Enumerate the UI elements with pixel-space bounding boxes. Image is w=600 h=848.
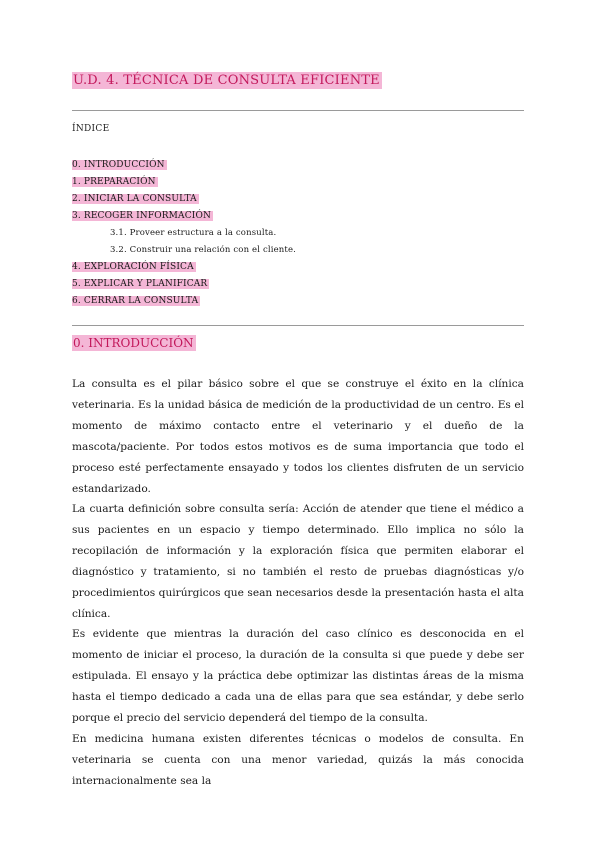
toc-item-label: 6. CERRAR LA CONSULTA — [72, 296, 199, 306]
toc-item[interactable] — [72, 260, 524, 277]
toc-item-label: 4. EXPLORACIÓN FÍSICA — [72, 262, 194, 272]
toc-item-label: 5. EXPLICAR Y PLANIFICAR — [72, 279, 208, 289]
paragraph — [72, 499, 524, 625]
paragraph-text: La cuarta definición sobre consulta sería: Acción de atender que tiene el médico a sus pacientes en un espacio y tiempo determinado. Ello implica no sólo la recopilación de información y la exploración física que permiten elaborar el diagnóstico y tratamiento, si no también el resto de pruebas diagnósticas y/o procedimientos quirúrgicos que sean necesarios desde la presentación hasta el alta clínica. — [72, 503, 524, 620]
toc-item[interactable] — [72, 277, 524, 294]
toc-subitem-label: 3.1. Proveer estructura a la consulta. — [110, 228, 277, 238]
toc-item[interactable] — [72, 209, 524, 226]
paragraph-text: La consulta es el pilar básico sobre el que se construye el éxito en la clínica veterinaria. Es la unidad básica de medición de la productividad de un centro. Es el momento de máximo contacto entre el veterinario y el dueño de la mascota/paciente. Por todos estos motivos es de suma importancia que todo el proceso esté perfectamente ensayado y todos los clientes disfruten de un servicio estandarizado. — [72, 378, 524, 495]
table-of-contents — [72, 158, 524, 311]
toc-item[interactable] — [72, 192, 524, 209]
paragraph — [72, 624, 524, 729]
toc-item[interactable] — [72, 175, 524, 192]
toc-item-label: 2. INICIAR LA CONSULTA — [72, 194, 197, 204]
toc-subitem-label: 3.2. Construir una relación con el cliente. — [110, 245, 296, 255]
toc-subitem[interactable] — [72, 243, 524, 260]
toc-item[interactable] — [72, 294, 524, 311]
paragraph-text: En medicina humana existen diferentes técnicas o modelos de consulta. En veterinaria se cuenta con una menor variedad, quizás la más conocida internacionalmente sea la — [72, 733, 524, 787]
section-title: 0. INTRODUCCIÓN — [73, 336, 194, 350]
toc-subitem[interactable] — [72, 226, 524, 243]
paragraph — [72, 729, 524, 792]
toc-item[interactable] — [72, 158, 524, 175]
toc-item-label: 0. INTRODUCCIÓN — [72, 160, 165, 170]
index-heading: ÍNDICE — [72, 124, 110, 134]
paragraph-text: Es evidente que mientras la duración del caso clínico es desconocida en el momento de iniciar el proceso, la duración de la consulta si que puede y debe ser estipulada. El ensayo y la práctica debe optimizar las distintas áreas de la misma hasta el tiempo dedicado a cada una de ellas para que sea estándar, y debe serlo porque el precio del servicio dependerá del tiempo de la consulta. — [72, 628, 524, 724]
toc-item-label: 1. PREPARACIÓN — [72, 177, 156, 187]
divider-bottom — [72, 325, 524, 326]
document-title: U.D. 4. TÉCNICA DE CONSULTA EFICIENTE — [73, 73, 380, 88]
divider-top — [72, 110, 524, 111]
paragraph — [72, 374, 524, 500]
toc-item-label: 3. RECOGER INFORMACIÓN — [72, 211, 211, 221]
